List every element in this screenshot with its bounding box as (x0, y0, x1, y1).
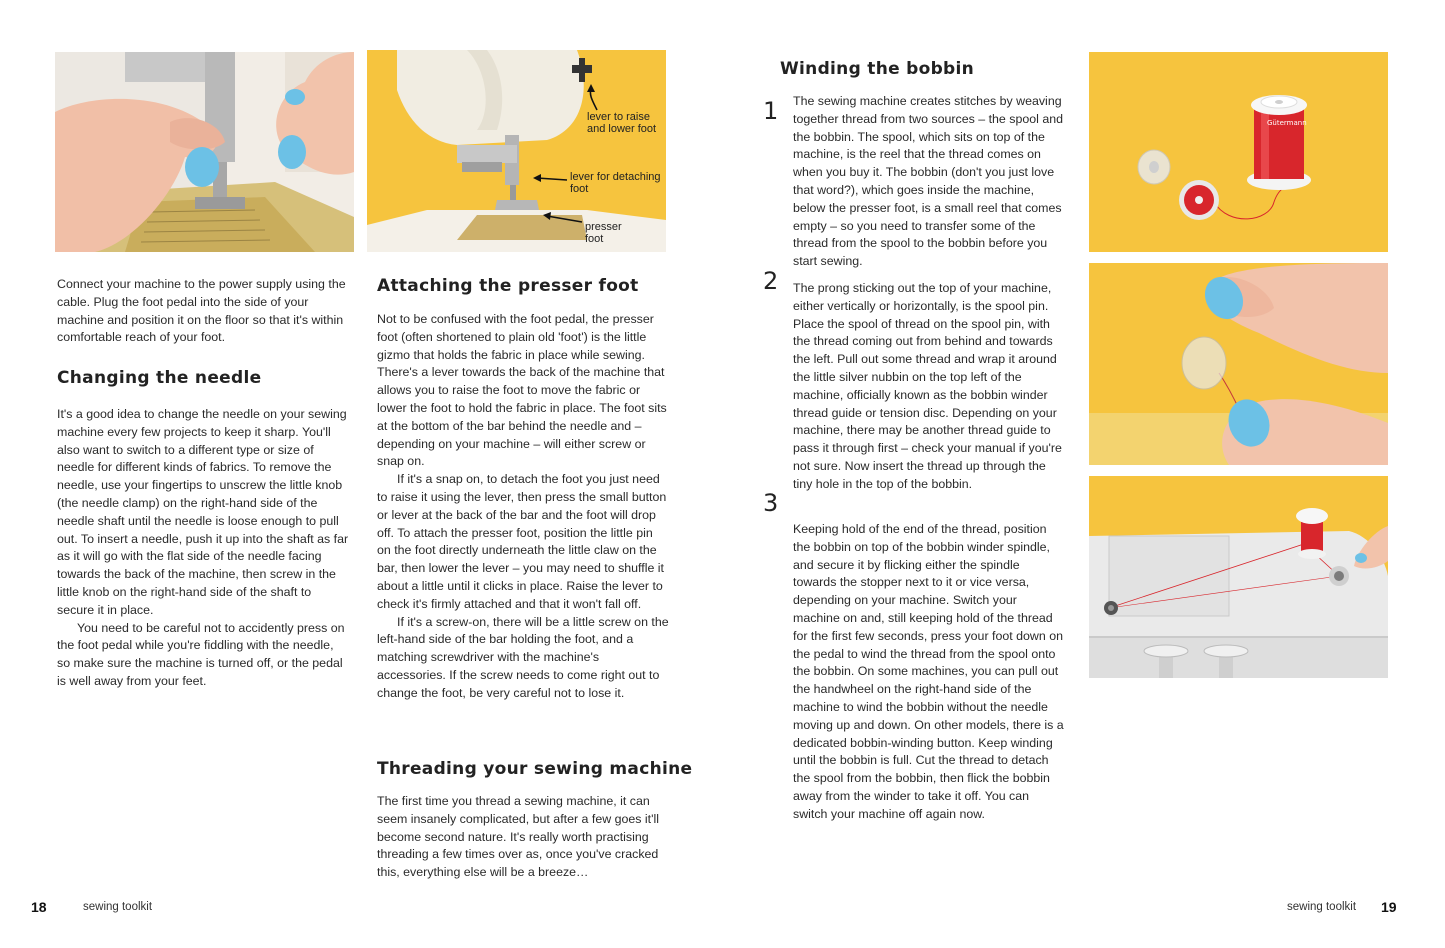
changing-needle-p2: You need to be careful not to accidently press on the foot pedal while you're fiddling with the needle, so make sure the machine is turned off, or the pedal is well away from your feet. (57, 620, 345, 688)
photo-machine-winding (1089, 476, 1388, 678)
page-number-right: 19 (1381, 899, 1397, 915)
step-3-text: Keeping hold of the end of the thread, position the bobbin on top of the bobbin winder spindle, and secure it by flicking either the spindle towards the stopper next to it or vice versa, depending on your machine. Switch your machine on and, still keeping hold of the thread for the first few seconds, press your foot down on the pedal to wind the thread from the spool onto the bobbin. On some machines, you can pull out the handwheel on the right-hand side of the machine to wind the bobbin without the needle moving up and down. On other models, there is a dedicated bobbin-winding button. Keep winding until the bobbin is full. Cut the thread to detach the spool from the bobbin, then flick the bobbin away from the winder to take it off. You can switch your machine off again now. (793, 522, 1064, 821)
attaching-foot-p2: If it's a snap on, to detach the foot you just need to raise it using the lever, then press the small button or lever at the back of the bar and the foot will drop off. To attach the presser foot, position the little pin on the foot directly underneath the little claw on the bar, then lower the lever – you may need to shuffle it about a little until it clicks in place. Raise the lever to check it's firmly attached and that it won't fall off. (377, 472, 667, 611)
heading-threading: Threading your sewing machine (377, 759, 693, 779)
intro-paragraph: Connect your machine to the power supply using the cable. Plug the foot pedal into the side of your machine and position it on the floor so that it's within comfortable reach of your foot. (57, 277, 346, 345)
step-1-text: The sewing machine creates stitches by weaving together thread from two sources – the spool and the bobbin. The spool, which sits on top of the machine, is the reel that the thread comes on when you buy it. The bobbin (don't you just love that word?), which goes inside the machine, below the presser foot, is a small reel that comes empty – so you need to transfer some of the thread from the spool to the bobbin before you start sewing. (793, 94, 1063, 269)
callout-lever-raise: lever to raise and lower foot (587, 111, 657, 135)
attaching-foot-p1: Not to be confused with the foot pedal, the presser foot (often shortened to plain old 'foot') is the little gizmo that holds the fabric in place while sewing. There's a lever towards the back of the machine that allows you to raise the foot to move the fabric or lower the foot to hold the fabric in place. The foot sits at the bottom of the bar behind the needle and – depending on your machine – will either screw or snap on. (377, 312, 667, 469)
callout-presser-foot: presser foot (585, 221, 622, 245)
changing-needle-p1: It's a good idea to change the needle on your sewing machine every few projects to keep it sharp. You'll also want to switch to a different type or size of needle for different kinds of fabrics. To remove the needle, use your fingertips to unscrew the little knob (the needle clamp) on the right-hand side of the needle shaft until the needle is loose enough to pull out. To insert a needle, push it up into the shaft as far as it will go with the flat side of the needle facing towards the back of the machine, then screw in the little knob on the right-hand side of the shaft to secure it in place. (57, 407, 349, 617)
attaching-foot-p3: If it's a screw-on, there will be a little screw on the left-hand side of the bar holding the foot, and a matching screwdriver with the machine's accessories. If the screw needs to come right out to change the foot, be very careful not to lose it. (377, 614, 669, 700)
photo-spool-and-bobbin (1089, 52, 1388, 252)
step-number-2: 2 (763, 267, 779, 295)
step-number-3: 3 (763, 489, 779, 517)
threading-p1: The first time you thread a sewing machine, it can seem insanely complicated, but after a few goes it'll become second nature. It's really worth practising threading a few times over as, once you've cracked this, everything else will be a breeze… (377, 794, 659, 880)
footer-label-right: sewing toolkit (1287, 901, 1357, 913)
heading-attaching-foot: Attaching the presser foot (377, 276, 639, 296)
photo-changing-needle (55, 52, 354, 252)
spool-brand-label: Gütermann (1267, 119, 1307, 127)
footer-label-left: sewing toolkit (83, 901, 153, 913)
step-number-1: 1 (763, 97, 779, 125)
heading-changing-needle: Changing the needle (57, 368, 262, 388)
page-number-left: 18 (31, 899, 47, 915)
photo-threading-bobbin (1089, 263, 1388, 465)
callout-lever-detach: lever for detaching foot (570, 171, 661, 195)
heading-winding-bobbin: Winding the bobbin (780, 59, 975, 79)
step-2-text: The prong sticking out the top of your machine, either vertically or horizontally, is the spool pin. Place the spool of thread on the spool pin, with the thread coming out from behind and towards the left. Pull out some thread and wrap it around the little silver nubbin on the top left of the machine, officially known as the bobbin winder thread guide or tension disc. Depending on your machine, there may be another thread guide to pass it through first – check your manual if you're not sure. Now insert the thread up through the tiny hole in the top of the bobbin. (793, 281, 1062, 491)
